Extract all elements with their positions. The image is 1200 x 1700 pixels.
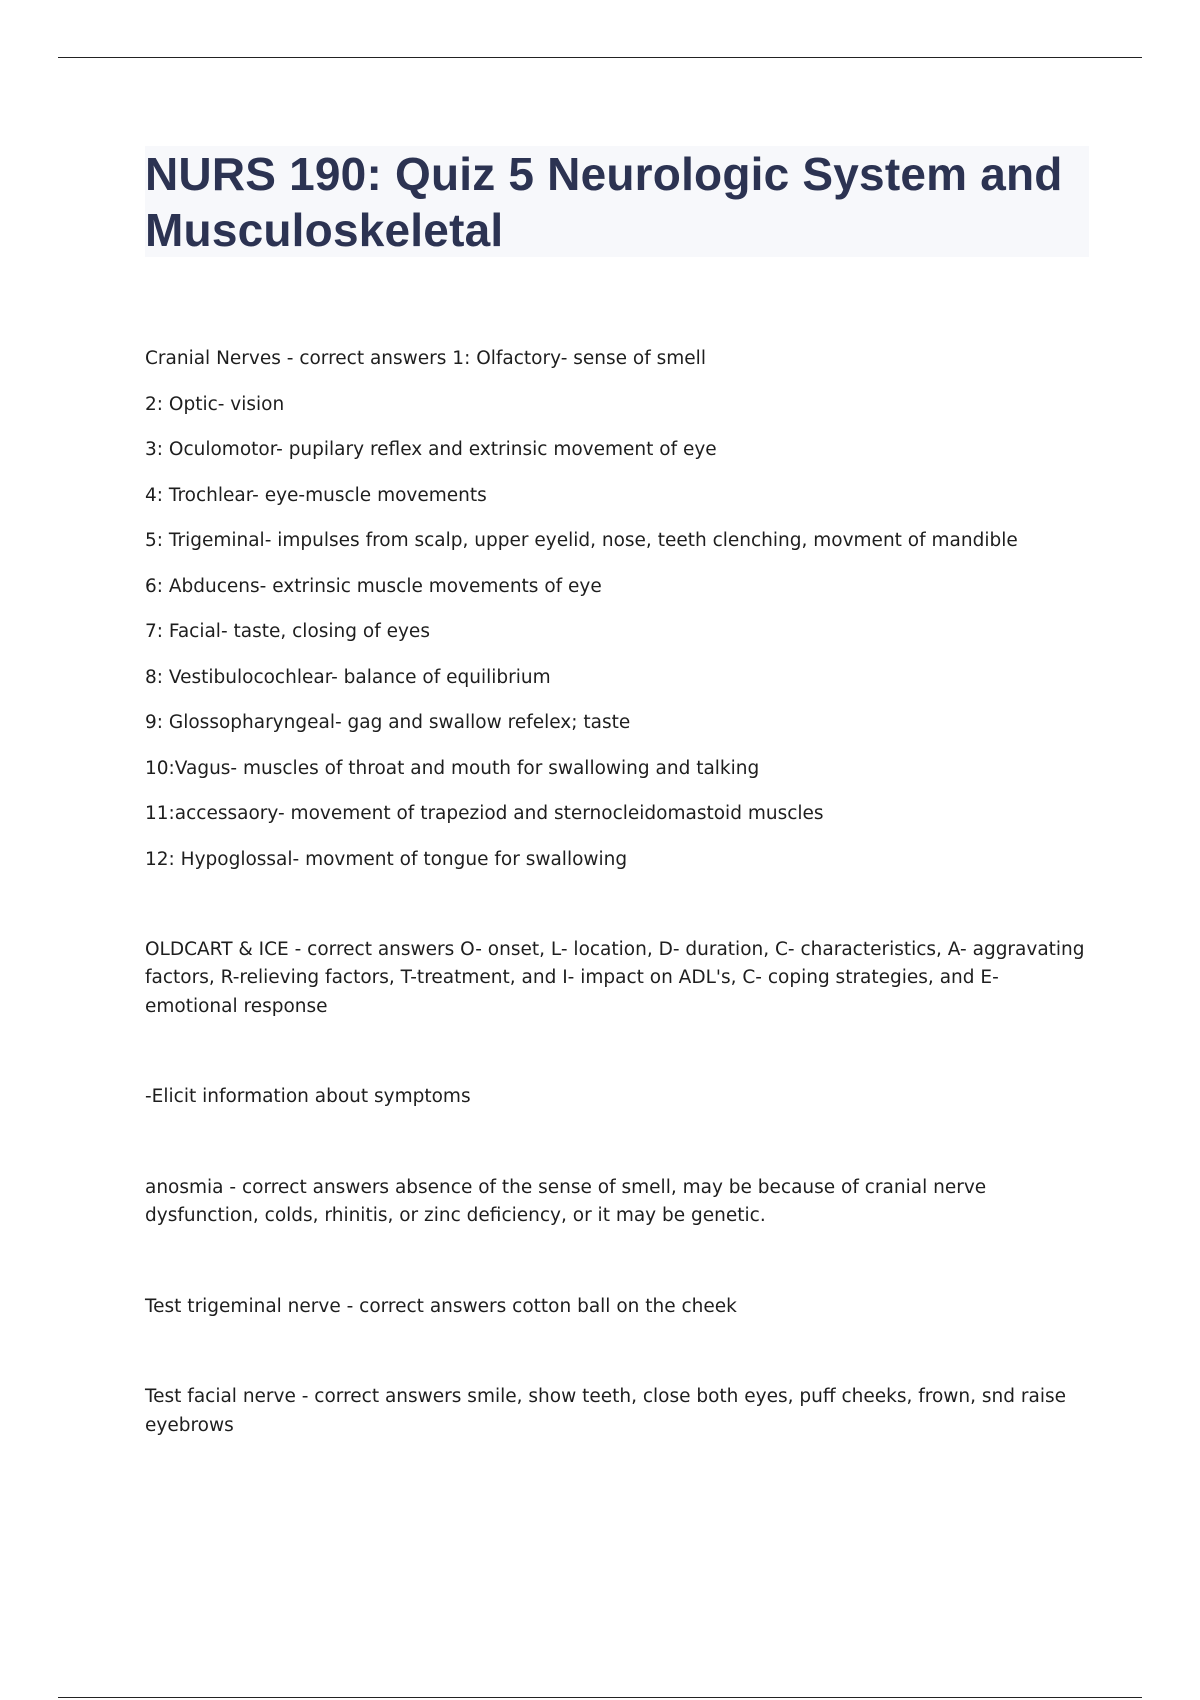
cranial-nerve-entry: 3: Oculomotor- pupilary reflex and extrinsic movement of eye	[145, 439, 717, 460]
cranial-nerve-entry: 2: Optic- vision	[145, 393, 285, 415]
spacer	[145, 1112, 1085, 1174]
cranial-nerve-entry: 10:Vagus- muscles of throat and mouth for swallowing and talking	[145, 757, 760, 779]
document-title: NURS 190: Quiz 5 Neurologic System and Musculoskeletal	[145, 148, 1063, 256]
facial-test-entry: Test facial nerve - correct answers smile, show teeth, close both eyes, puff cheeks, frown, snd raise eyebrows	[145, 1386, 1067, 1436]
document-body	[145, 345, 1085, 1440]
elicit-note: -Elicit information about symptoms	[145, 1086, 471, 1107]
cranial-nerve-entry: 7: Facial- taste, closing of eyes	[145, 621, 430, 642]
cranial-nerve-entry: Cranial Nerves - correct answers 1: Olfactory- sense of smell	[145, 348, 706, 369]
cranial-nerve-entry: 5: Trigeminal- impulses from scalp, upper eyelid, nose, teeth clenching, movment of mandible	[145, 530, 1018, 551]
trigeminal-test-entry: Test trigeminal nerve - correct answers cotton ball on the cheek	[145, 1295, 737, 1317]
spacer	[145, 1321, 1085, 1383]
cranial-nerve-entry: 11:accessaory- movement of trapeziod and sternocleidomastoid muscles	[145, 803, 824, 824]
cranial-nerves-list	[145, 345, 1085, 874]
cranial-nerve-entry: 8: Vestibulocochlear- balance of equilibrium	[145, 666, 551, 688]
spacer	[145, 1231, 1085, 1293]
cranial-nerve-entry: 6: Abducens- extrinsic muscle movements of eye	[145, 575, 602, 597]
top-divider	[58, 57, 1142, 58]
spacer	[145, 874, 1085, 936]
spacer	[145, 1021, 1085, 1083]
cranial-nerve-entry: 12: Hypoglossal- movment of tongue for swallowing	[145, 848, 628, 870]
oldcart-entry: OLDCART & ICE - correct answers O- onset, L- location, D- duration, C- characteristics, A- aggravating factors, R-relieving factors, T-treatment, and I- impact on ADL's, C- coping strategies, and E- emotional response	[145, 938, 1085, 1017]
cranial-nerve-entry: 4: Trochlear- eye-muscle movements	[145, 484, 487, 506]
anosmia-entry: anosmia - correct answers absence of the sense of smell, may be because of cranial nerve dysfunction, colds, rhinitis, or zinc deficiency, or it may be genetic.	[145, 1176, 987, 1226]
bottom-divider	[58, 1697, 1142, 1698]
cranial-nerve-entry: 9: Glossopharyngeal- gag and swallow refelex; taste	[145, 712, 631, 733]
title-banner	[145, 146, 1089, 257]
